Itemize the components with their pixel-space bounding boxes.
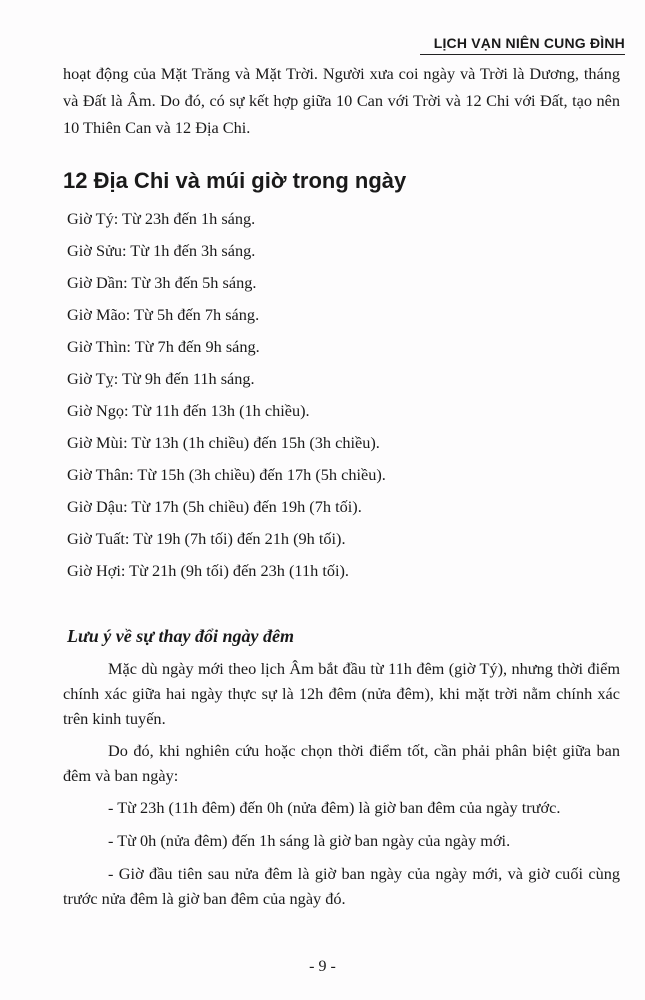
intro-paragraph: hoạt động của Mặt Trăng và Mặt Trời. Người xưa coi ngày và Trời là Dương, tháng và Đất là Âm. Do đó, có sự kết hợp giữa 10 Can với Trời và 12 Chi với Đất, tạo nên 10 Thiên Can và 12 Địa Chi. (63, 64, 620, 137)
list-item: Giờ Tý: Từ 23h đến 1h sáng. (67, 209, 256, 228)
note-bullet: - Từ 23h (11h đêm) đến 0h (nửa đêm) là giờ ban đêm của ngày trước. (108, 798, 561, 817)
list-item: Giờ Tỵ: Từ 9h đến 11h sáng. (67, 369, 255, 388)
note-paragraph: Do đó, khi nghiên cứu hoặc chọn thời điểm tốt, cần phải phân biệt giữa ban đêm và ban ngày: (63, 741, 620, 785)
list-item: Giờ Ngọ: Từ 11h đến 13h (1h chiều). (67, 401, 310, 420)
running-header: LỊCH VẠN NIÊN CUNG ĐÌNH (420, 35, 625, 55)
list-item: Giờ Mùi: Từ 13h (1h chiều) đến 15h (3h chiều). (67, 433, 380, 452)
list-item: Giờ Tuất: Từ 19h (7h tối) đến 21h (9h tối). (67, 529, 346, 548)
note-bullet: - Giờ đầu tiên sau nửa đêm là giờ ban ngày của ngày mới, và giờ cuối cùng trước nửa đêm là giờ ban đêm của ngày đó. (63, 864, 620, 908)
section-heading: 12 Địa Chi và múi giờ trong ngày (63, 168, 407, 193)
list-item: Giờ Thìn: Từ 7h đến 9h sáng. (67, 337, 260, 356)
page-number: - 9 - (309, 958, 336, 975)
list-item: Giờ Mão: Từ 5h đến 7h sáng. (67, 305, 260, 324)
note-paragraph: Mặc dù ngày mới theo lịch Âm bắt đầu từ 11h đêm (giờ Tý), nhưng thời điểm chính xác giữa hai ngày thực sự là 12h đêm (nửa đêm), khi mặt trời nằm chính xác trên kinh tuyến. (63, 659, 620, 728)
hour-list (67, 208, 386, 592)
note-body (63, 656, 620, 919)
list-item: Giờ Thân: Từ 15h (3h chiều) đến 17h (5h chiều). (67, 465, 386, 484)
list-item: Giờ Dần: Từ 3h đến 5h sáng. (67, 273, 257, 292)
note-heading: Lưu ý về sự thay đổi ngày đêm (67, 626, 295, 646)
list-item: Giờ Sửu: Từ 1h đến 3h sáng. (67, 241, 256, 260)
list-item: Giờ Dậu: Từ 17h (5h chiều) đến 19h (7h tối). (67, 497, 362, 516)
list-item: Giờ Hợi: Từ 21h (9h tối) đến 23h (11h tối). (67, 561, 349, 580)
note-bullet: - Từ 0h (nửa đêm) đến 1h sáng là giờ ban ngày của ngày mới. (108, 831, 511, 850)
